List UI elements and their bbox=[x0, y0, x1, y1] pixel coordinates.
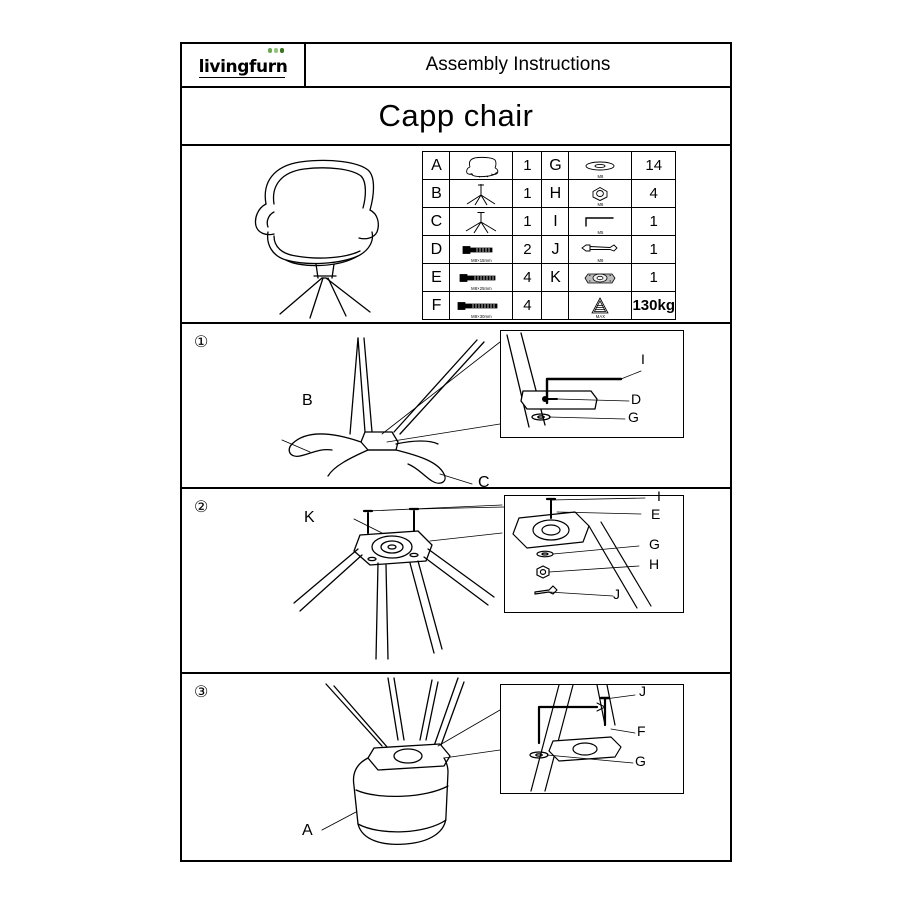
part-image-cell bbox=[450, 208, 513, 236]
table-row bbox=[423, 152, 676, 180]
chair-illustration bbox=[222, 152, 422, 320]
step-number: ① bbox=[194, 334, 209, 351]
part-image-cell bbox=[569, 152, 632, 180]
part-image-cell bbox=[450, 292, 513, 320]
part-letter: K bbox=[542, 264, 569, 292]
assembly-instructions-title: Assembly Instructions bbox=[425, 54, 611, 75]
part-image-cell bbox=[450, 236, 513, 264]
part-caption: M8×30mm bbox=[471, 314, 492, 319]
callout-C: C bbox=[478, 474, 490, 491]
table-row bbox=[423, 264, 676, 292]
step-number: ③ bbox=[194, 684, 209, 701]
step-3-detail-box bbox=[500, 684, 684, 794]
step-2-section bbox=[182, 489, 730, 674]
header-row bbox=[182, 44, 730, 88]
callout-H: H bbox=[649, 556, 660, 572]
part-letter: A bbox=[423, 152, 450, 180]
part-image-cell bbox=[450, 180, 513, 208]
part-letter: B bbox=[423, 180, 450, 208]
table-row bbox=[423, 236, 676, 264]
part-image-cell bbox=[569, 180, 632, 208]
part-letter: I bbox=[542, 208, 569, 236]
callout-A: A bbox=[302, 822, 313, 839]
part-caption: M5 bbox=[597, 230, 604, 235]
brand-logo bbox=[199, 54, 288, 76]
product-title: Capp chair bbox=[378, 98, 534, 133]
step-1-detail-box bbox=[500, 330, 684, 438]
step-1-section bbox=[182, 324, 730, 489]
table-row bbox=[423, 208, 676, 236]
part-image-cell bbox=[569, 292, 632, 320]
leg-frame-icon bbox=[450, 181, 512, 206]
callout-G: G bbox=[649, 536, 660, 552]
bolt-icon bbox=[450, 237, 512, 262]
swivel-plate-icon bbox=[569, 265, 631, 290]
part-image-cell bbox=[450, 264, 513, 292]
part-qty: 4 bbox=[513, 264, 542, 292]
bolt-icon bbox=[450, 293, 512, 318]
step-2-detail-box bbox=[504, 488, 684, 613]
logo-dots-icon bbox=[268, 48, 285, 53]
part-qty: 1 bbox=[632, 236, 676, 264]
part-qty: 14 bbox=[632, 152, 676, 180]
part-image-cell bbox=[569, 208, 632, 236]
callout-J: J bbox=[613, 586, 620, 602]
part-qty: 4 bbox=[632, 180, 676, 208]
callout-I: I bbox=[641, 351, 645, 367]
part-letter: D bbox=[423, 236, 450, 264]
part-caption: M8×25mm bbox=[471, 286, 492, 291]
product-title-row bbox=[182, 88, 730, 146]
part-image-cell bbox=[450, 152, 513, 180]
parts-section bbox=[182, 146, 730, 324]
callout-I: I bbox=[657, 488, 661, 504]
part-letter: E bbox=[423, 264, 450, 292]
part-caption: M8 bbox=[597, 258, 604, 263]
table-row bbox=[423, 180, 676, 208]
max-load-value: 130kg bbox=[632, 292, 676, 320]
allen-key-icon bbox=[569, 209, 631, 234]
callout-G: G bbox=[628, 409, 639, 425]
chair-icon bbox=[450, 153, 512, 178]
parts-table bbox=[422, 151, 676, 320]
part-image-cell bbox=[569, 264, 632, 292]
table-row bbox=[423, 292, 676, 320]
part-letter: H bbox=[542, 180, 569, 208]
part-letter: F bbox=[423, 292, 450, 320]
part-qty: 1 bbox=[632, 264, 676, 292]
part-letter: C bbox=[423, 208, 450, 236]
part-letter: J bbox=[542, 236, 569, 264]
part-caption: MAX bbox=[595, 314, 606, 319]
part-qty: 1 bbox=[632, 208, 676, 236]
bolt-icon bbox=[450, 265, 512, 290]
instruction-sheet bbox=[180, 42, 732, 862]
washer-icon bbox=[569, 153, 631, 178]
part-letter bbox=[542, 292, 569, 320]
part-qty: 1 bbox=[513, 180, 542, 208]
part-qty: 4 bbox=[513, 292, 542, 320]
callout-K: K bbox=[304, 509, 315, 526]
part-caption: M8 bbox=[597, 202, 604, 207]
part-caption: M8×15mm bbox=[471, 258, 492, 263]
brand-logo-cell bbox=[182, 44, 306, 86]
step-3-section bbox=[182, 674, 730, 858]
wrench-icon bbox=[569, 237, 631, 262]
callout-B: B bbox=[302, 392, 313, 409]
callout-E: E bbox=[651, 506, 661, 522]
part-letter: G bbox=[542, 152, 569, 180]
part-image-cell bbox=[569, 236, 632, 264]
max-load-icon bbox=[569, 293, 631, 318]
part-caption: M8 bbox=[597, 174, 604, 179]
step-number: ② bbox=[194, 499, 209, 516]
logo-underline bbox=[199, 77, 286, 79]
part-qty: 2 bbox=[513, 236, 542, 264]
callout-J: J bbox=[639, 683, 646, 699]
callout-D: D bbox=[631, 391, 642, 407]
leg-frame-2-icon bbox=[450, 209, 512, 234]
callout-F: F bbox=[637, 723, 646, 739]
nut-icon bbox=[569, 181, 631, 206]
callout-G: G bbox=[635, 753, 646, 769]
part-qty: 1 bbox=[513, 152, 542, 180]
brand-name: livingfurn bbox=[198, 57, 288, 77]
part-qty: 1 bbox=[513, 208, 542, 236]
